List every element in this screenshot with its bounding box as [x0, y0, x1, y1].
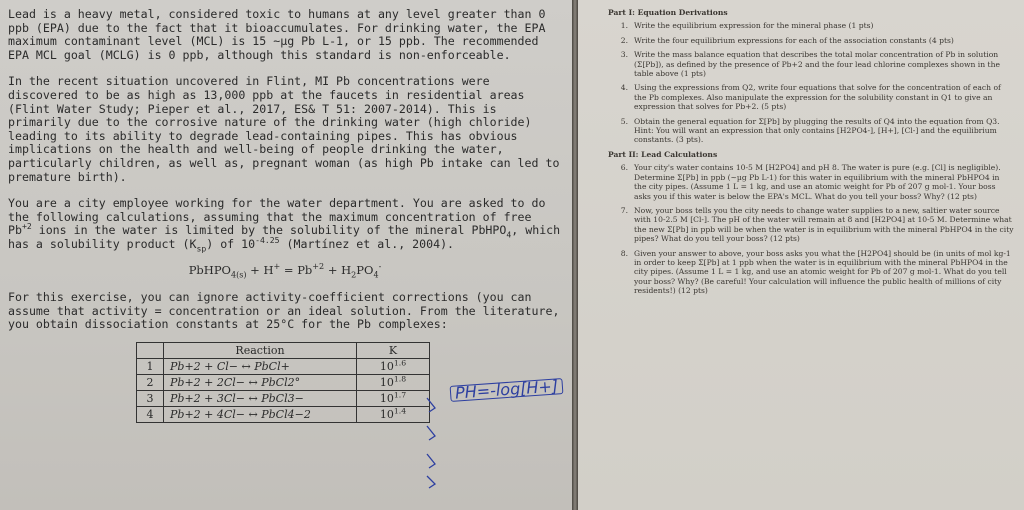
table-row: 4 Pb+2 + 4Cl− ↔ PbCl4−2 $10^{1.4}$ — [137, 406, 430, 422]
handwritten-tick-marks — [425, 396, 465, 490]
list-item: 4. Using the expressions from Q2, write four equations that solve for the concentration of each of the Pb complexes. Also manipulate the expression for the solubility constant in Q1 to give an expression that solves for Pb+2. (5 pts) — [620, 83, 1001, 112]
handwritten-note: PH=-log[H+] — [450, 378, 564, 401]
flint-paragraph: In the recent situation uncovered in Flint, MI Pb concentrations were discovered to be as high as 13,000 ppb at the faucets in residential areas (Flint Water Study; Pieper et al., 2017, ES& T 51: 2007-2014). This is primarily due to the corrosive nature of the drinking water (high chloride) leading to its ability to degrade lead-containing pipes. This has obvious implications on the health and well-being of people drinking the water, particularly children, as well as, pregnant woman (as high Pb intake can led to premature birth). — [8, 74, 560, 184]
list-item: 7. Now, your boss tells you the city needs to change water supplies to a new, saltier water source with 10-2.5 M [Cl-]. The pH of the water will remain at 8 and [H2PO4] at 10-5 M. Determine what the new Σ[Pb] in ppb will be when the water is in equilibrium with the mineral PbHPO4 in the city pipes? What do you tell your boss? (12 pts) — [620, 205, 1014, 244]
list-item: 5. Obtain the general equation for Σ[Pb] by plugging the results of Q4 into the equation from Q3. Hint: You will want an expression that only contains [H2PO4-], [H+], [Cl-] and the equilibrium constants. (3 pts). — [620, 116, 1000, 145]
table-row: 3 Pb+2 + 3Cl− ↔ PbCl3− $10^{1.7}$ — [137, 390, 430, 406]
activity-paragraph: For this exercise, you can ignore activity-coefficient corrections (you can assume that activity = concentration or an ideal solution. From the literature, you obtain dissociation constants at 25°C for the Pb complexes: — [8, 290, 560, 332]
part1-title: Part I: Equation Derivations — [608, 8, 728, 17]
table-header-index — [137, 342, 164, 358]
table-header-k: K — [357, 342, 430, 358]
list-item: 3. Write the mass balance equation that describes the total molar concentration of Pb in solution (Σ[Pb]), as defined by the presence of Pb+2 and the four lead chlorine complexes shown in the table above (1 pts) — [620, 50, 1000, 79]
complex-constants-table — [136, 342, 430, 423]
table-row: 2 Pb+2 + 2Cl− ↔ PbCl2° $10^{1.8}$ — [137, 374, 430, 390]
table-row: 1 Pb+2 + Cl− ↔ PbCl+ $10^{1.6}$ — [137, 358, 430, 374]
task-paragraph: You are a city employee working for the water department. You are asked to do the following calculations, assuming that the maximum concentration of free $Pb^{+2}$ ions in the water is limited by the solubility of the mineral PbHPO$_4$, which has a solubility product $(K_{sp})$ of $10^{-4.25}$ (Martínez et al., 2004). — [8, 196, 561, 254]
table-header-reaction: Reaction — [164, 342, 357, 358]
list-item: 8. Given your answer to above, your boss asks you what the [H2PO4] should be (in units of mol kg-1 in order to keep Σ[Pb] at 1 ppb when the water is in equilibrium with the mineral PbHPO4 in the city pipes. (Assume 1 L = 1 kg, and use an atomic weight for Pb of 207 g mol-1. What do you tell your boss? Why? (Be careful! Your calculation will influence the public health of millions of city residents!) (12 pts) — [620, 248, 1011, 296]
complex-table-wrap — [136, 342, 436, 423]
dissolution-reaction: PbHPO$_{4(s)}$ + $H^+ = Pb^{+2} + H_2PO_4^-$ — [188, 261, 382, 279]
right-page — [578, 0, 1024, 510]
list-item: 6. Your city's water contains 10-5 M [H2PO4] and pH 8. The water is pure (e.g. [Cl] is negligible). Determine Σ[Pb] in ppb (~µg Pb L-1) for this water in equilibrium with the mineral PbHPO4 in the city pipes. (Assume 1 L = 1 kg, and use an atomic weight for Pb of 207 g mol-1. Your boss asks you if this water is below the EPA's MCL. What do you tell your boss? Why? (12 pts) — [620, 163, 1001, 201]
intro-paragraph: Lead is a heavy metal, considered toxic to humans at any level greater than 0 ppb (EPA) due to the fact that it bioaccumulates. For drinking water, the EPA maximum contaminant level (MCL) is 15 ~µg Pb L-1, or 15 ppb. The recommended EPA MCL goal (MCLG) is 0 ppb, although this standard is non-enforceable. — [8, 7, 546, 62]
list-item: 2. Write the four equilibrium expressions for each of the association constants (4 pts) — [620, 35, 954, 45]
list-item: 1. Write the equilibrium expression for the mineral phase (1 pts) — [620, 21, 874, 31]
part2-title: Part II: Lead Calculations — [608, 149, 718, 159]
